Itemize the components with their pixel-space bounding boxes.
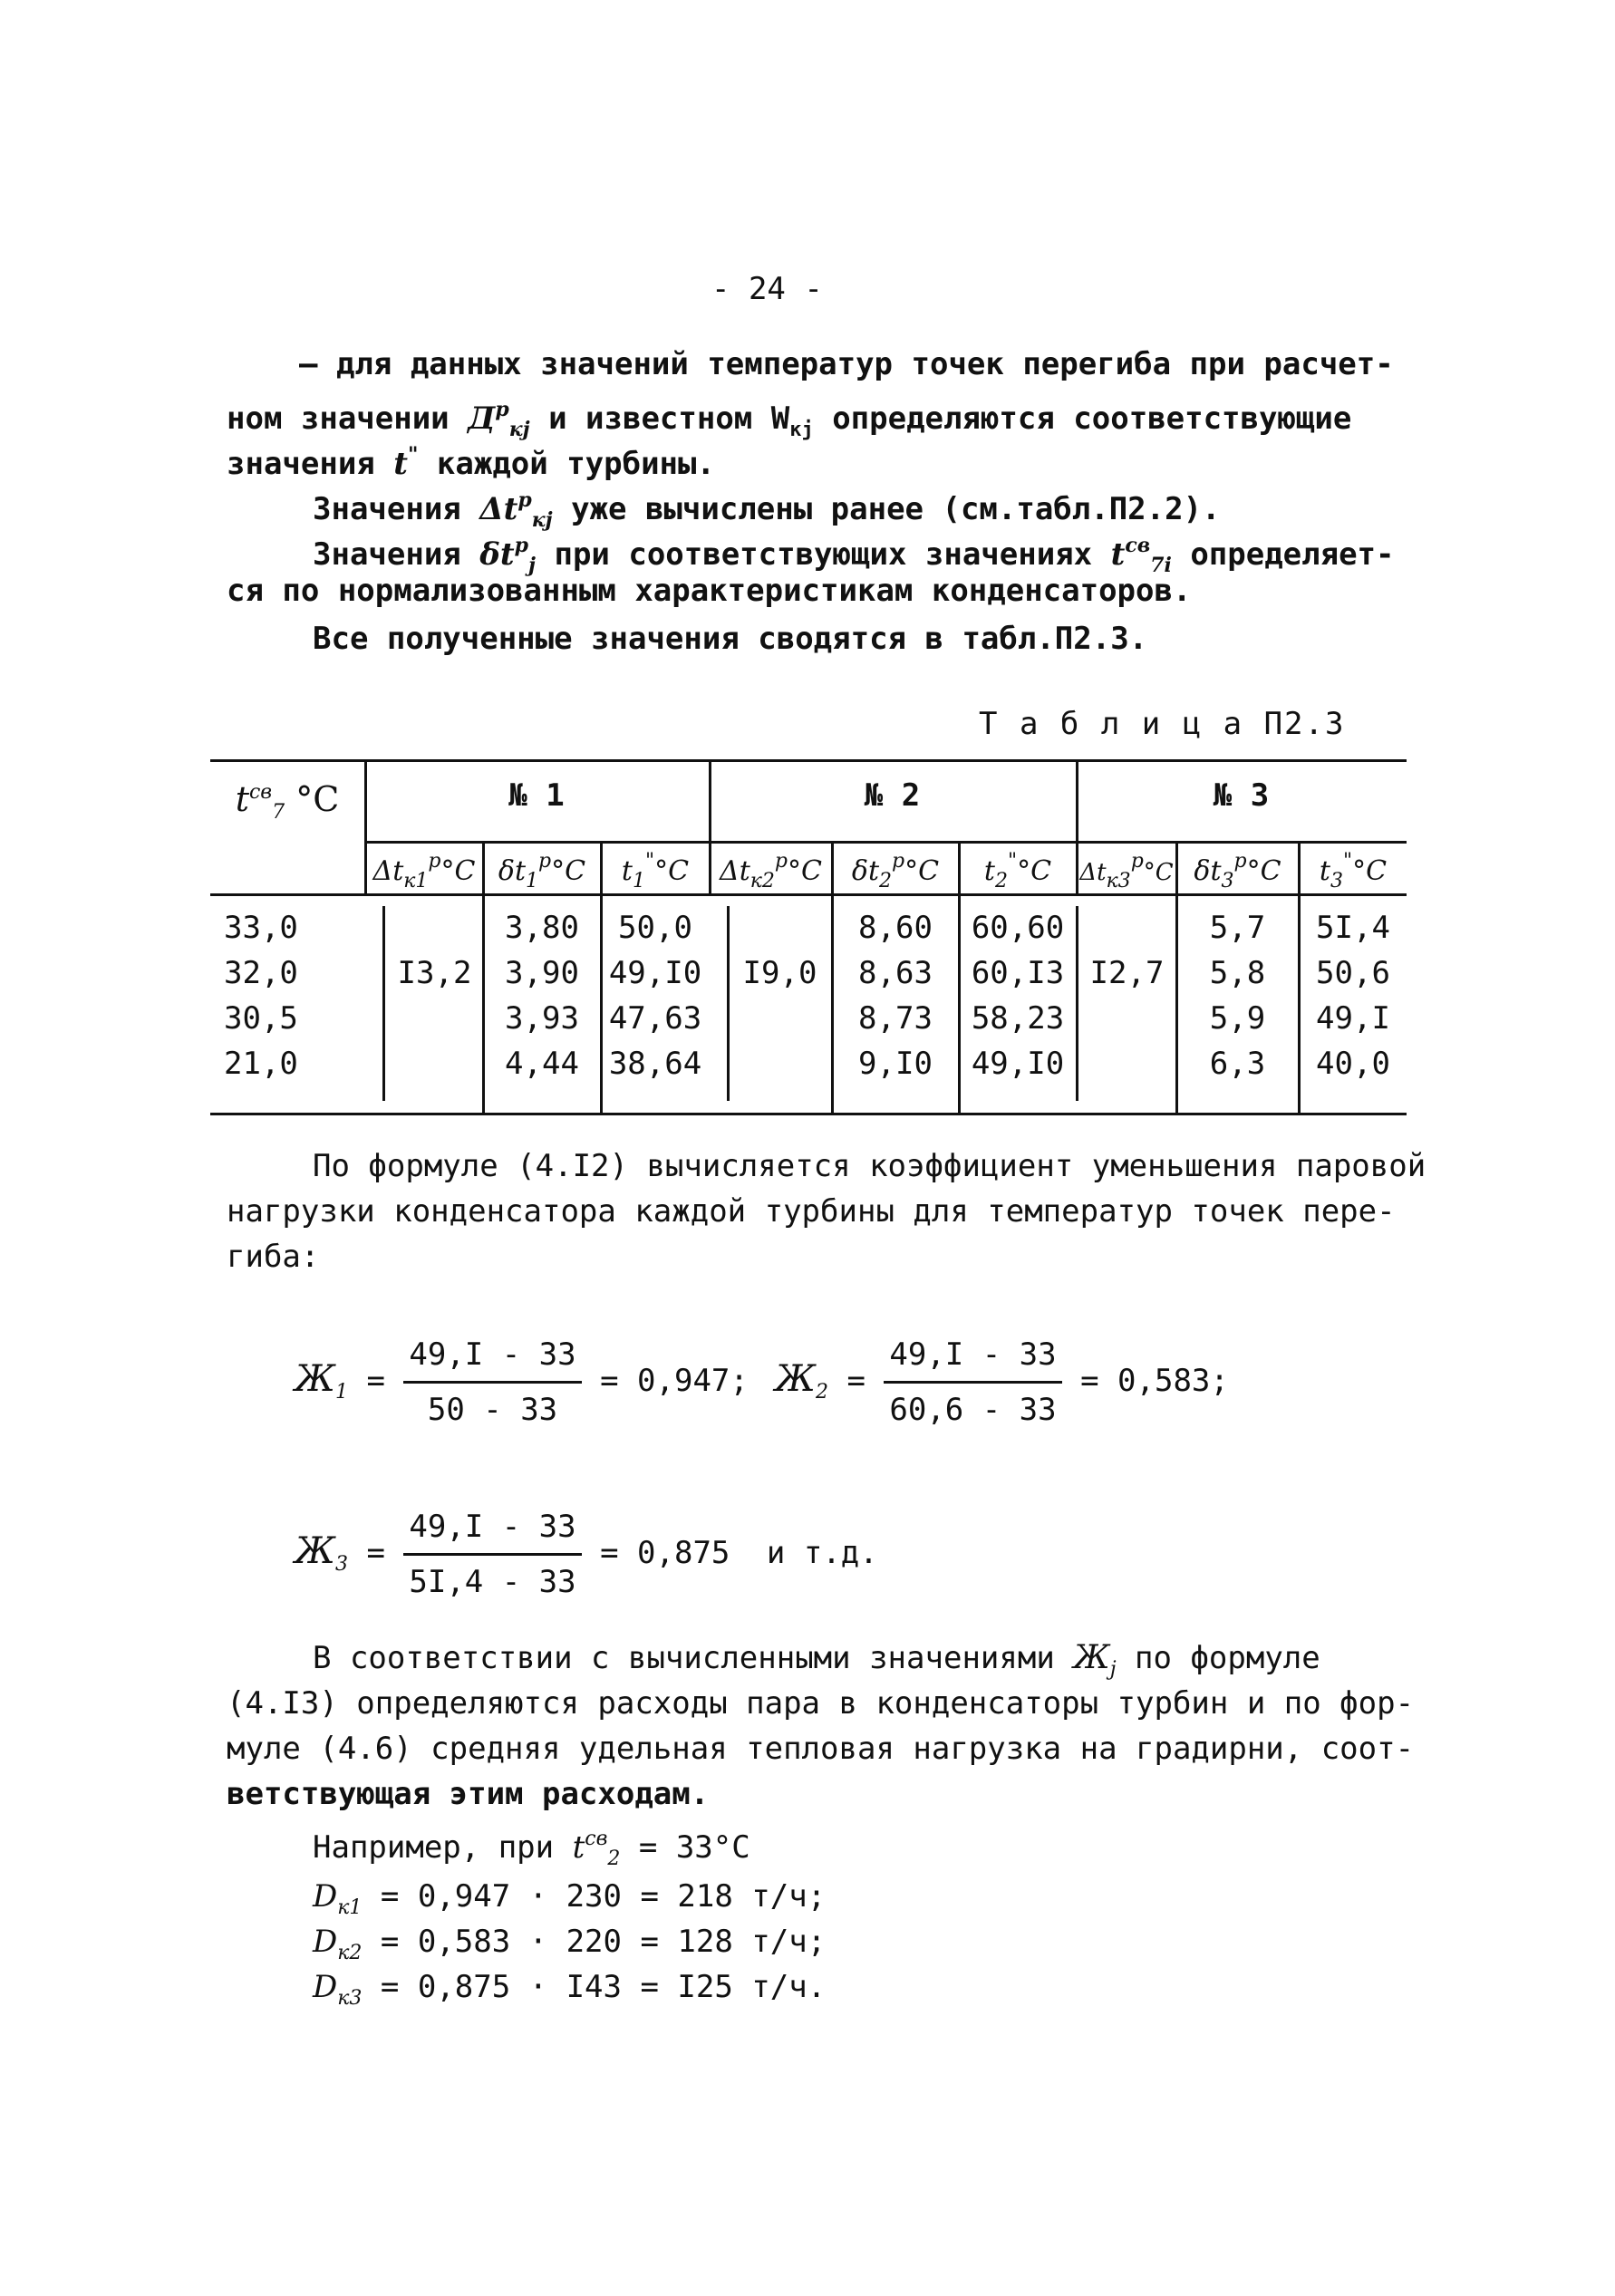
table-top-rule xyxy=(210,759,1407,762)
cell-g1-t: 50,0 xyxy=(618,910,692,946)
flow-line-1: $D_{к1} = 0,947 \cdot 230 = 218$ т/ч; xyxy=(313,1878,827,1919)
formula-kappa-2: $Ж_2$ = $\frac{49,I - 33}{60,6 - 33}$ = 0,583; xyxy=(775,1332,1229,1433)
table-header-rule xyxy=(210,893,1407,896)
para2-line-3: гиба: xyxy=(227,1239,320,1275)
cell-g2-t: 60,60 xyxy=(971,910,1065,946)
cell-g1-t: 47,63 xyxy=(608,1000,702,1037)
subheader-delta-2: $\delta t_2^р^\circ C$ xyxy=(851,850,940,892)
cell-dt-3: I2,7 xyxy=(1089,955,1165,991)
para2-line-2: нагрузки конденсатора каждой турбины для температур точек пере- xyxy=(227,1193,1396,1230)
group-header-3: № 3 xyxy=(1213,777,1270,814)
table-bracket xyxy=(382,906,385,1101)
para2-line-1: По формуле (4.I2) вычисляется коэффициент уменьшения паровой xyxy=(313,1148,1426,1184)
cell-g3-delta: 6,3 xyxy=(1209,1046,1266,1082)
subheader-delta-1: $\delta t_1^р^\circ C$ xyxy=(498,850,586,892)
cell-g3-delta: 5,8 xyxy=(1209,955,1266,991)
cell-g3-t: 50,6 xyxy=(1316,955,1390,991)
cell-g1-delta: 4,44 xyxy=(505,1046,579,1082)
cell-g3-t: 49,I xyxy=(1316,1000,1390,1037)
para3-line-2: (4.I3) определяются расходы пара в конденсаторы турбин и по фор- xyxy=(227,1685,1415,1722)
cell-g2-delta: 8,60 xyxy=(858,910,933,946)
page-number: - 24 - xyxy=(711,271,823,307)
cell-g2-delta: 8,73 xyxy=(858,1000,933,1037)
formula-kappa-1: $Ж_1$ = $\frac{49,I - 33}{50 - 33}$ = 0,947; xyxy=(295,1332,749,1433)
cell-temp: 21,0 xyxy=(224,1046,298,1082)
table-group-rule xyxy=(364,841,1407,844)
group-header-1: № 1 xyxy=(508,777,565,814)
cell-temp: 33,0 xyxy=(224,910,298,946)
subheader-delta-3: $\delta t_3^р^\circ C$ xyxy=(1194,850,1281,892)
flow-line-2: $D_{к2} = 0,583 \cdot 220 = 128$ т/ч; xyxy=(313,1924,827,1964)
intro-line-5: Значения $\delta t^р_j$ при соответствующих значениях $t^{св}_{7i}$ определяет- xyxy=(313,534,1395,577)
cell-g1-delta: 3,93 xyxy=(505,1000,579,1037)
cell-temp: 30,5 xyxy=(224,1000,298,1037)
header-temperature: $t^{св}_7$ °C xyxy=(235,779,340,824)
cell-dt-1: I3,2 xyxy=(397,955,472,991)
cell-g2-t: 58,23 xyxy=(971,1000,1065,1037)
flow-line-3: $D_{к3} = 0,875 \cdot I43 = I25$ т/ч. xyxy=(313,1969,827,2010)
subheader-t-3: $t_3^"^\circ C$ xyxy=(1319,850,1388,892)
cell-dt-2: I9,0 xyxy=(742,955,817,991)
cell-g3-delta: 5,9 xyxy=(1209,1000,1266,1037)
subheader-t-1: $t_1^"^\circ C$ xyxy=(621,850,690,892)
cell-g1-delta: 3,90 xyxy=(505,955,579,991)
para3-line-4: ветствующая этим расходам. xyxy=(227,1776,710,1812)
cell-g2-t: 49,I0 xyxy=(971,1046,1065,1082)
intro-line-4: Значения $\Delta t^р_{кj}$ уже вычислены ранее (см.табл.П2.2). xyxy=(313,488,1221,532)
group-header-2: № 2 xyxy=(864,777,921,814)
cell-g2-delta: 9,I0 xyxy=(858,1046,933,1082)
cell-g3-t: 5I,4 xyxy=(1316,910,1390,946)
cell-g3-t: 40,0 xyxy=(1316,1046,1390,1082)
cell-g1-t: 49,I0 xyxy=(608,955,702,991)
cell-g3-delta: 5,7 xyxy=(1209,910,1266,946)
table-bracket xyxy=(1076,906,1078,1101)
cell-temp: 32,0 xyxy=(224,955,298,991)
subheader-dt-1: $\Delta t_{к1}^р^\circ C$ xyxy=(372,850,476,892)
cell-g2-t: 60,I3 xyxy=(971,955,1065,991)
para3-line-3: муле (4.6) средняя удельная тепловая нагрузка на градирни, соот- xyxy=(227,1731,1415,1767)
table-bracket xyxy=(727,906,730,1101)
results-table xyxy=(210,759,1407,1116)
cell-g1-delta: 3,80 xyxy=(505,910,579,946)
formula-kappa-3: $Ж_3$ = $\frac{49,I - 33}{5I,4 - 33}$ = 0,875 и т.д. xyxy=(295,1504,878,1605)
cell-g2-delta: 8,63 xyxy=(858,955,933,991)
subheader-t-2: $t_2^"^\circ C$ xyxy=(983,850,1052,892)
para3-line-1: В соответствии с вычисленными значениями $Ж_j$ по формуле xyxy=(313,1639,1320,1681)
table-bottom-rule xyxy=(210,1113,1407,1115)
subheader-dt-2: $\Delta t_{к2}^р^\circ C$ xyxy=(720,850,822,892)
cell-g1-t: 38,64 xyxy=(608,1046,702,1082)
para3-example: Например, при $t^{св}_2 = 33^\circ C$ xyxy=(313,1828,750,1870)
subheader-dt-3: $\Delta t_{к3}^р^\circ C$ xyxy=(1079,850,1174,892)
intro-line-3: значения t" каждой турбины. xyxy=(227,443,715,482)
intro-line-2: ном значении $Д^р_{кj}$ и известном $W_{кj}$ определяются соответствующие xyxy=(227,398,1352,441)
intro-line-6: ся по нормализованным характеристикам конденсаторов. xyxy=(227,573,1192,609)
intro-line-7: Все полученные значения сводятся в табл.П2.3. xyxy=(313,621,1148,657)
table-caption: Т а б л и ц а П2.3 xyxy=(979,706,1346,742)
intro-line-1: – для данных значений температур точек перегиба при расчет- xyxy=(299,346,1394,382)
